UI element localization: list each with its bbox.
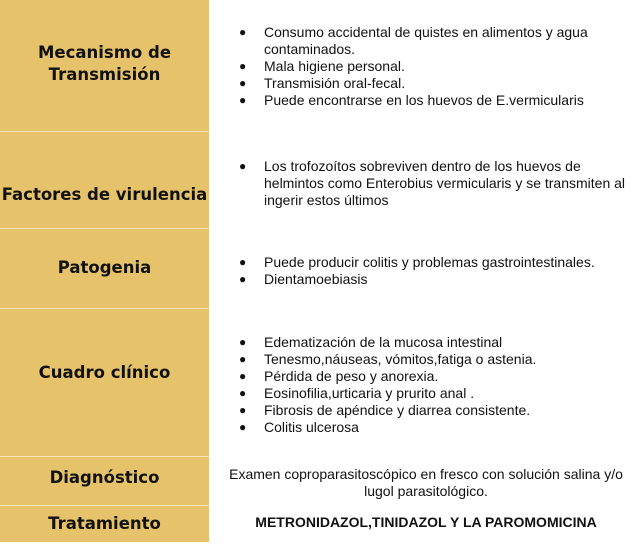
list-item: ● Dientamoebiasis [239,271,368,287]
bullet-icon: ● [239,386,247,400]
bullet-icon: ● [239,25,247,39]
row-treatment [0,506,643,542]
row-virulence [0,132,643,229]
list-item: ● Eosinofilia,urticaria y prurito anal . [239,385,475,401]
bullet-icon: ● [239,369,247,383]
row-diagnosis [0,457,643,506]
row-header: Factores de virulencia [0,132,209,229]
list-item: ● Los trofozoítos sobreviven dentro de los huevos de helmintos como Enterobius vermicularis y se transmiten al ingerir estos últimos [239,158,626,208]
bullet-list [239,334,637,436]
row-clinical [0,309,643,457]
row-header: Tratamiento [0,506,209,542]
bullet-icon: ● [239,352,247,366]
list-item: ● Transmisión oral-fecal. [239,75,406,91]
row-transmission [0,0,643,132]
row-header: Mecanismo de Transmisión [0,0,209,132]
bullet-icon: ● [239,159,247,173]
row-content [209,457,643,506]
row-content [209,506,643,542]
row-header: Cuadro clínico [0,309,209,457]
row-content [209,132,643,229]
bullet-icon: ● [239,255,247,269]
bullet-icon: ● [239,403,247,417]
list-item: ● Pérdida de peso y anorexia. [239,368,439,384]
bullet-icon: ● [239,420,247,434]
bullet-list [239,24,637,109]
bullet-icon: ● [239,59,247,73]
treatment-text: METRONIDAZOL,TINIDAZOL Y LA PAROMOMICINA [255,514,597,530]
bullet-icon: ● [239,93,247,107]
row-content [209,0,643,132]
list-item: ● Puede encontrarse en los huevos de E.vermicularis [239,92,584,108]
row-content [209,309,643,457]
list-item: ● Consumo accidental de quistes en alimentos y agua contaminados. [239,24,588,57]
list-item: ● Tenesmo,náuseas, vómitos,fatiga o astenia. [239,351,537,367]
list-item: ● Mala higiene personal. [239,58,405,74]
list-item: ● Colitis ulcerosa [239,419,359,435]
row-pathogenesis [0,229,643,309]
list-item: ● Puede producir colitis y problemas gastrointestinales. [239,254,595,270]
bullet-icon: ● [239,76,247,90]
list-item: ● Fibrosis de apéndice y diarrea consistente. [239,402,531,418]
diagnosis-text: Examen coproparasitoscópico en fresco con solución salina y/o lugol parasitológico. [229,466,623,499]
row-content [209,229,643,309]
bullet-icon: ● [239,335,247,349]
row-header: Patogenia [0,229,209,309]
row-header: Diagnóstico [0,457,209,506]
bullet-list [239,158,639,209]
list-item: ● Edematización de la mucosa intestinal [239,334,503,350]
bullet-icon: ● [239,272,247,286]
bullet-list [239,254,637,288]
